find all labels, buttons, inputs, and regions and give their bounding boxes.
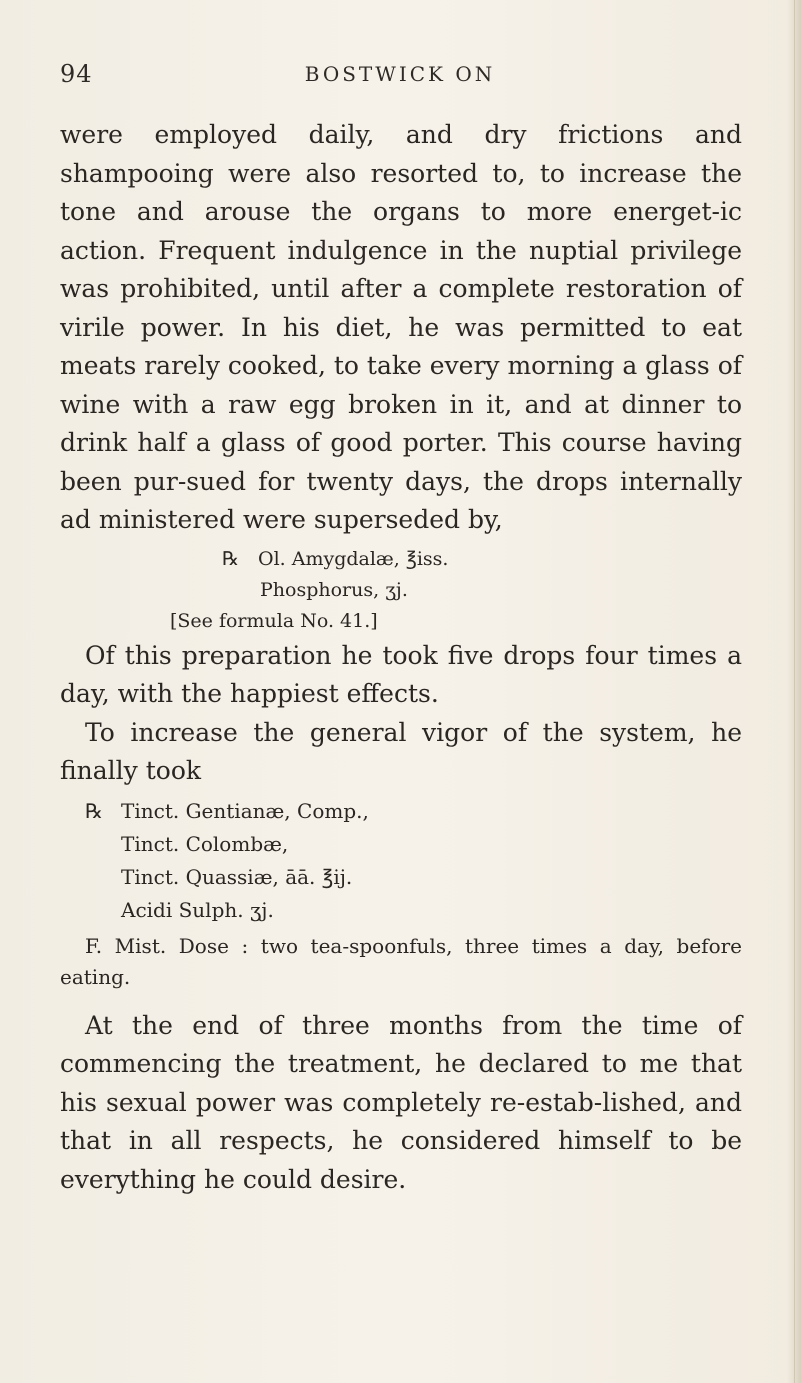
prescription-tinctures bbox=[60, 795, 742, 927]
ingredient-colomba: Tinct. Colombæ, bbox=[121, 831, 289, 856]
formula-reference: [See formula No. 41.] bbox=[170, 609, 378, 632]
page-header bbox=[60, 60, 740, 94]
ingredient-quassia: Tinct. Quassiæ, āā. ℥ij. bbox=[121, 864, 353, 889]
body-text bbox=[60, 116, 742, 1199]
paragraph-treatment: were employed daily, and dry frictions and shampooing were also resorted to, to increase the tone and arouse the organs to more energet-ic action. Frequent indulgence in the nuptial privilege was prohibited, until after a complete restoration of virile power. In his diet, he was permitted to eat meats rarely cooked, to take every morning a glass of wine with a raw egg broken in it, and at dinner to drink half a glass of good porter. This course having been pur-sued for twenty days, the drops internally ad ministered were superseded by, bbox=[60, 120, 742, 534]
running-head: BOSTWICK ON bbox=[304, 62, 496, 86]
page-edge-line bbox=[794, 0, 795, 1383]
paragraph-general-vigor: To increase the general vigor of the system, he finally took bbox=[60, 717, 742, 785]
recipe-symbol: ℞ bbox=[222, 547, 240, 570]
ingredient-phosphorus: Phosphorus, ʒj. bbox=[260, 578, 408, 601]
ingredient-almond-oil: Ol. Amygdalæ, ℥iss. bbox=[258, 547, 449, 570]
ingredient-sulphuric-acid: Acidi Sulph. ʒj. bbox=[121, 897, 274, 922]
dose-instructions: F. Mist. Dose : two tea-spoonfuls, three times a day, before eating. bbox=[60, 933, 742, 989]
recipe-symbol: ℞ bbox=[85, 798, 103, 823]
page-number: 94 bbox=[60, 60, 93, 88]
ingredient-gentian: Tinct. Gentianæ, Comp., bbox=[121, 798, 369, 823]
paragraph-outcome: At the end of three months from the time of commencing the treatment, he declared to me that his sexual power was completely re-estab-lished, and that in all respects, he considered himself to be everything he could desire. bbox=[60, 1010, 742, 1194]
prescription-line bbox=[85, 795, 742, 828]
prescription-line bbox=[222, 544, 742, 575]
prescription-almond-phosphorus bbox=[60, 544, 742, 637]
paragraph-effects: Of this preparation he took five drops four times a day, with the happiest effects. bbox=[60, 640, 742, 708]
